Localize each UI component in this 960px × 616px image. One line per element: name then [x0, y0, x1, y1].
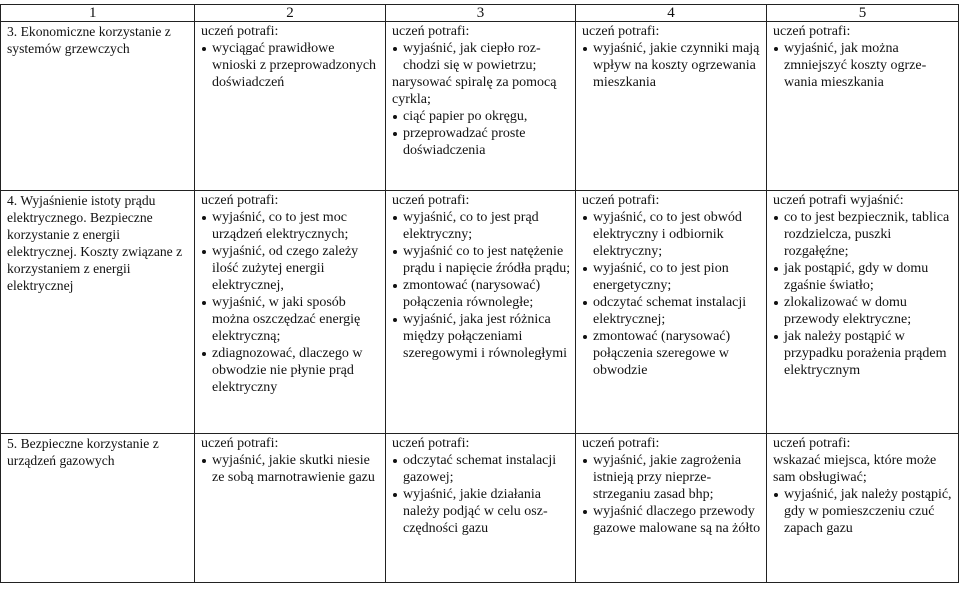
requirement-cell [767, 434, 959, 583]
requirement-list [582, 40, 763, 91]
bullet-item: wyjaśnić, jakie działania należy podjąć w celu oszczędności gazu [392, 486, 572, 537]
bullet-item: ciąć papier po okręgu, [392, 108, 572, 125]
table-row [1, 22, 959, 191]
bullet-item: wyjaśnić, co to jest obwód elektryczny i odbiornik elektryczny; [582, 209, 763, 260]
requirement-list [773, 452, 955, 537]
bullet-item: wyjaśnić, w jaki sposób można oszczędzać energię elektryczną; [201, 294, 382, 345]
list-item: wskazać miejsca, które może sam obsługiwać; [773, 453, 937, 485]
cell-lead-text: uczeń potrafi: [773, 24, 851, 39]
bullet-item: wyciągać prawidłowe wnioski z przeprowadzonych doświadczeń [201, 40, 382, 91]
requirement-cell [386, 434, 576, 583]
bullet-item: odczytać schemat instalacji elektrycznej; [582, 294, 763, 328]
requirement-list [773, 209, 955, 379]
requirement-list [582, 452, 763, 537]
cell-lead-text: uczeń potrafi: [392, 436, 470, 451]
requirement-list [582, 209, 763, 379]
bullet-item: wyjaśnić, jakie zagrożenia istnieją przy nieprzestrzeganiu zasad bhp; [582, 452, 763, 503]
cell-lead-text: uczeń potrafi: [582, 436, 660, 451]
list-item: narysować spiralę za pomocą cyrkla; [392, 75, 557, 107]
bullet-item: wyjaśnić, jaka jest różnica między połączeniami szeregowymi i równoległymi [392, 311, 572, 362]
bullet-item: jak należy postąpić w przypadku porażenia prądem elektrycznym [773, 328, 955, 379]
requirement-list [392, 452, 572, 537]
bullet-item: wyjaśnić, jak należy postąpić, gdy w pomieszczeniu czuć zapach gazu [773, 486, 955, 537]
cell-lead-text: uczeń potrafi: [392, 193, 470, 208]
cell-lead-text: uczeń potrafi: [582, 193, 660, 208]
topic-cell: 4. Wyjaśnienie istoty prądu elektrycznego. Bezpieczne korzystanie z energii elektrycznej. Koszty związane z korzystaniem z energii elektrycznej [1, 191, 195, 434]
requirement-cell [195, 191, 386, 434]
bullet-item: jak postąpić, gdy w domu zgaśnie światło; [773, 260, 955, 294]
bullet-item: odczytać schemat instalacji gazowej; [392, 452, 572, 486]
requirement-list [392, 40, 572, 159]
requirement-cell [767, 22, 959, 191]
requirement-cell [386, 191, 576, 434]
bullet-item: zmontować (narysować) połączenia szeregowe w obwodzie [582, 328, 763, 379]
bullet-item: przeprowadzać proste doświadczenia [392, 125, 572, 159]
bullet-item: zlokalizować w domu przewody elektryczne; [773, 294, 955, 328]
bullet-item: wyjaśnić, od czego zależy ilość zużytej energii elektrycznej, [201, 243, 382, 294]
bullet-item: wyjaśnić, co to jest moc urządzeń elektrycznych; [201, 209, 382, 243]
requirement-list [773, 40, 955, 91]
topic-cell: 5. Bezpieczne korzystanie z urządzeń gazowych [1, 434, 195, 583]
cell-lead-text: uczeń potrafi wyjaśnić: [773, 193, 904, 208]
column-number-1: 1 [1, 5, 195, 22]
cell-lead-text: uczeń potrafi: [201, 436, 279, 451]
bullet-item: wyjaśnić, jak ciepło rozchodzi się w powietrzu; [392, 40, 572, 74]
bullet-item: wyjaśnić, co to jest pion energetyczny; [582, 260, 763, 294]
bullet-item: wyjaśnić, co to jest prąd elektryczny; [392, 209, 572, 243]
requirement-cell [767, 191, 959, 434]
requirement-cell [195, 434, 386, 583]
column-number-4: 4 [576, 5, 767, 22]
requirement-list [392, 209, 572, 362]
column-number-5: 5 [767, 5, 959, 22]
table-row [1, 434, 959, 583]
bullet-item: wyjaśnić, jakie czynniki mają wpływ na koszty ogrzewania mieszkania [582, 40, 763, 91]
requirement-cell [386, 22, 576, 191]
requirement-cell [195, 22, 386, 191]
requirement-list [201, 452, 382, 486]
column-number-3: 3 [386, 5, 576, 22]
requirement-cell [576, 191, 767, 434]
bullet-item: wyjaśnić co to jest natężenie prądu i napięcie źródła prądu; [392, 243, 572, 277]
column-number-2: 2 [195, 5, 386, 22]
cell-lead-text: uczeń potrafi: [773, 436, 851, 451]
bullet-item: wyjaśnić, jak można zmniejszyć koszty ogrzewania mieszkania [773, 40, 955, 91]
bullet-item: wyjaśnić dlaczego przewody gazowe malowane są na żółto [582, 503, 763, 537]
bullet-item: zmontować (narysować) połączenia równoległe; [392, 277, 572, 311]
topic-cell: 3. Ekonomiczne korzystanie z systemów grzewczych [1, 22, 195, 191]
cell-lead-text: uczeń potrafi: [201, 193, 279, 208]
cell-lead-text: uczeń potrafi: [201, 24, 279, 39]
requirement-cell [576, 434, 767, 583]
column-number-row [1, 5, 959, 22]
cell-lead-text: uczeń potrafi: [392, 24, 470, 39]
requirement-cell [576, 22, 767, 191]
bullet-item: co to jest bezpiecznik, tablica rozdzielcza, puszki rozgałęźne; [773, 209, 955, 260]
requirement-list [201, 209, 382, 396]
bullet-item: zdiagnozować, dlaczego w obwodzie nie płynie prąd elektryczny [201, 345, 382, 396]
curriculum-table [0, 4, 959, 583]
table-row [1, 191, 959, 434]
requirement-list [201, 40, 382, 91]
bullet-item: wyjaśnić, jakie skutki niesie ze sobą marnotrawienie gazu [201, 452, 382, 486]
cell-lead-text: uczeń potrafi: [582, 24, 660, 39]
